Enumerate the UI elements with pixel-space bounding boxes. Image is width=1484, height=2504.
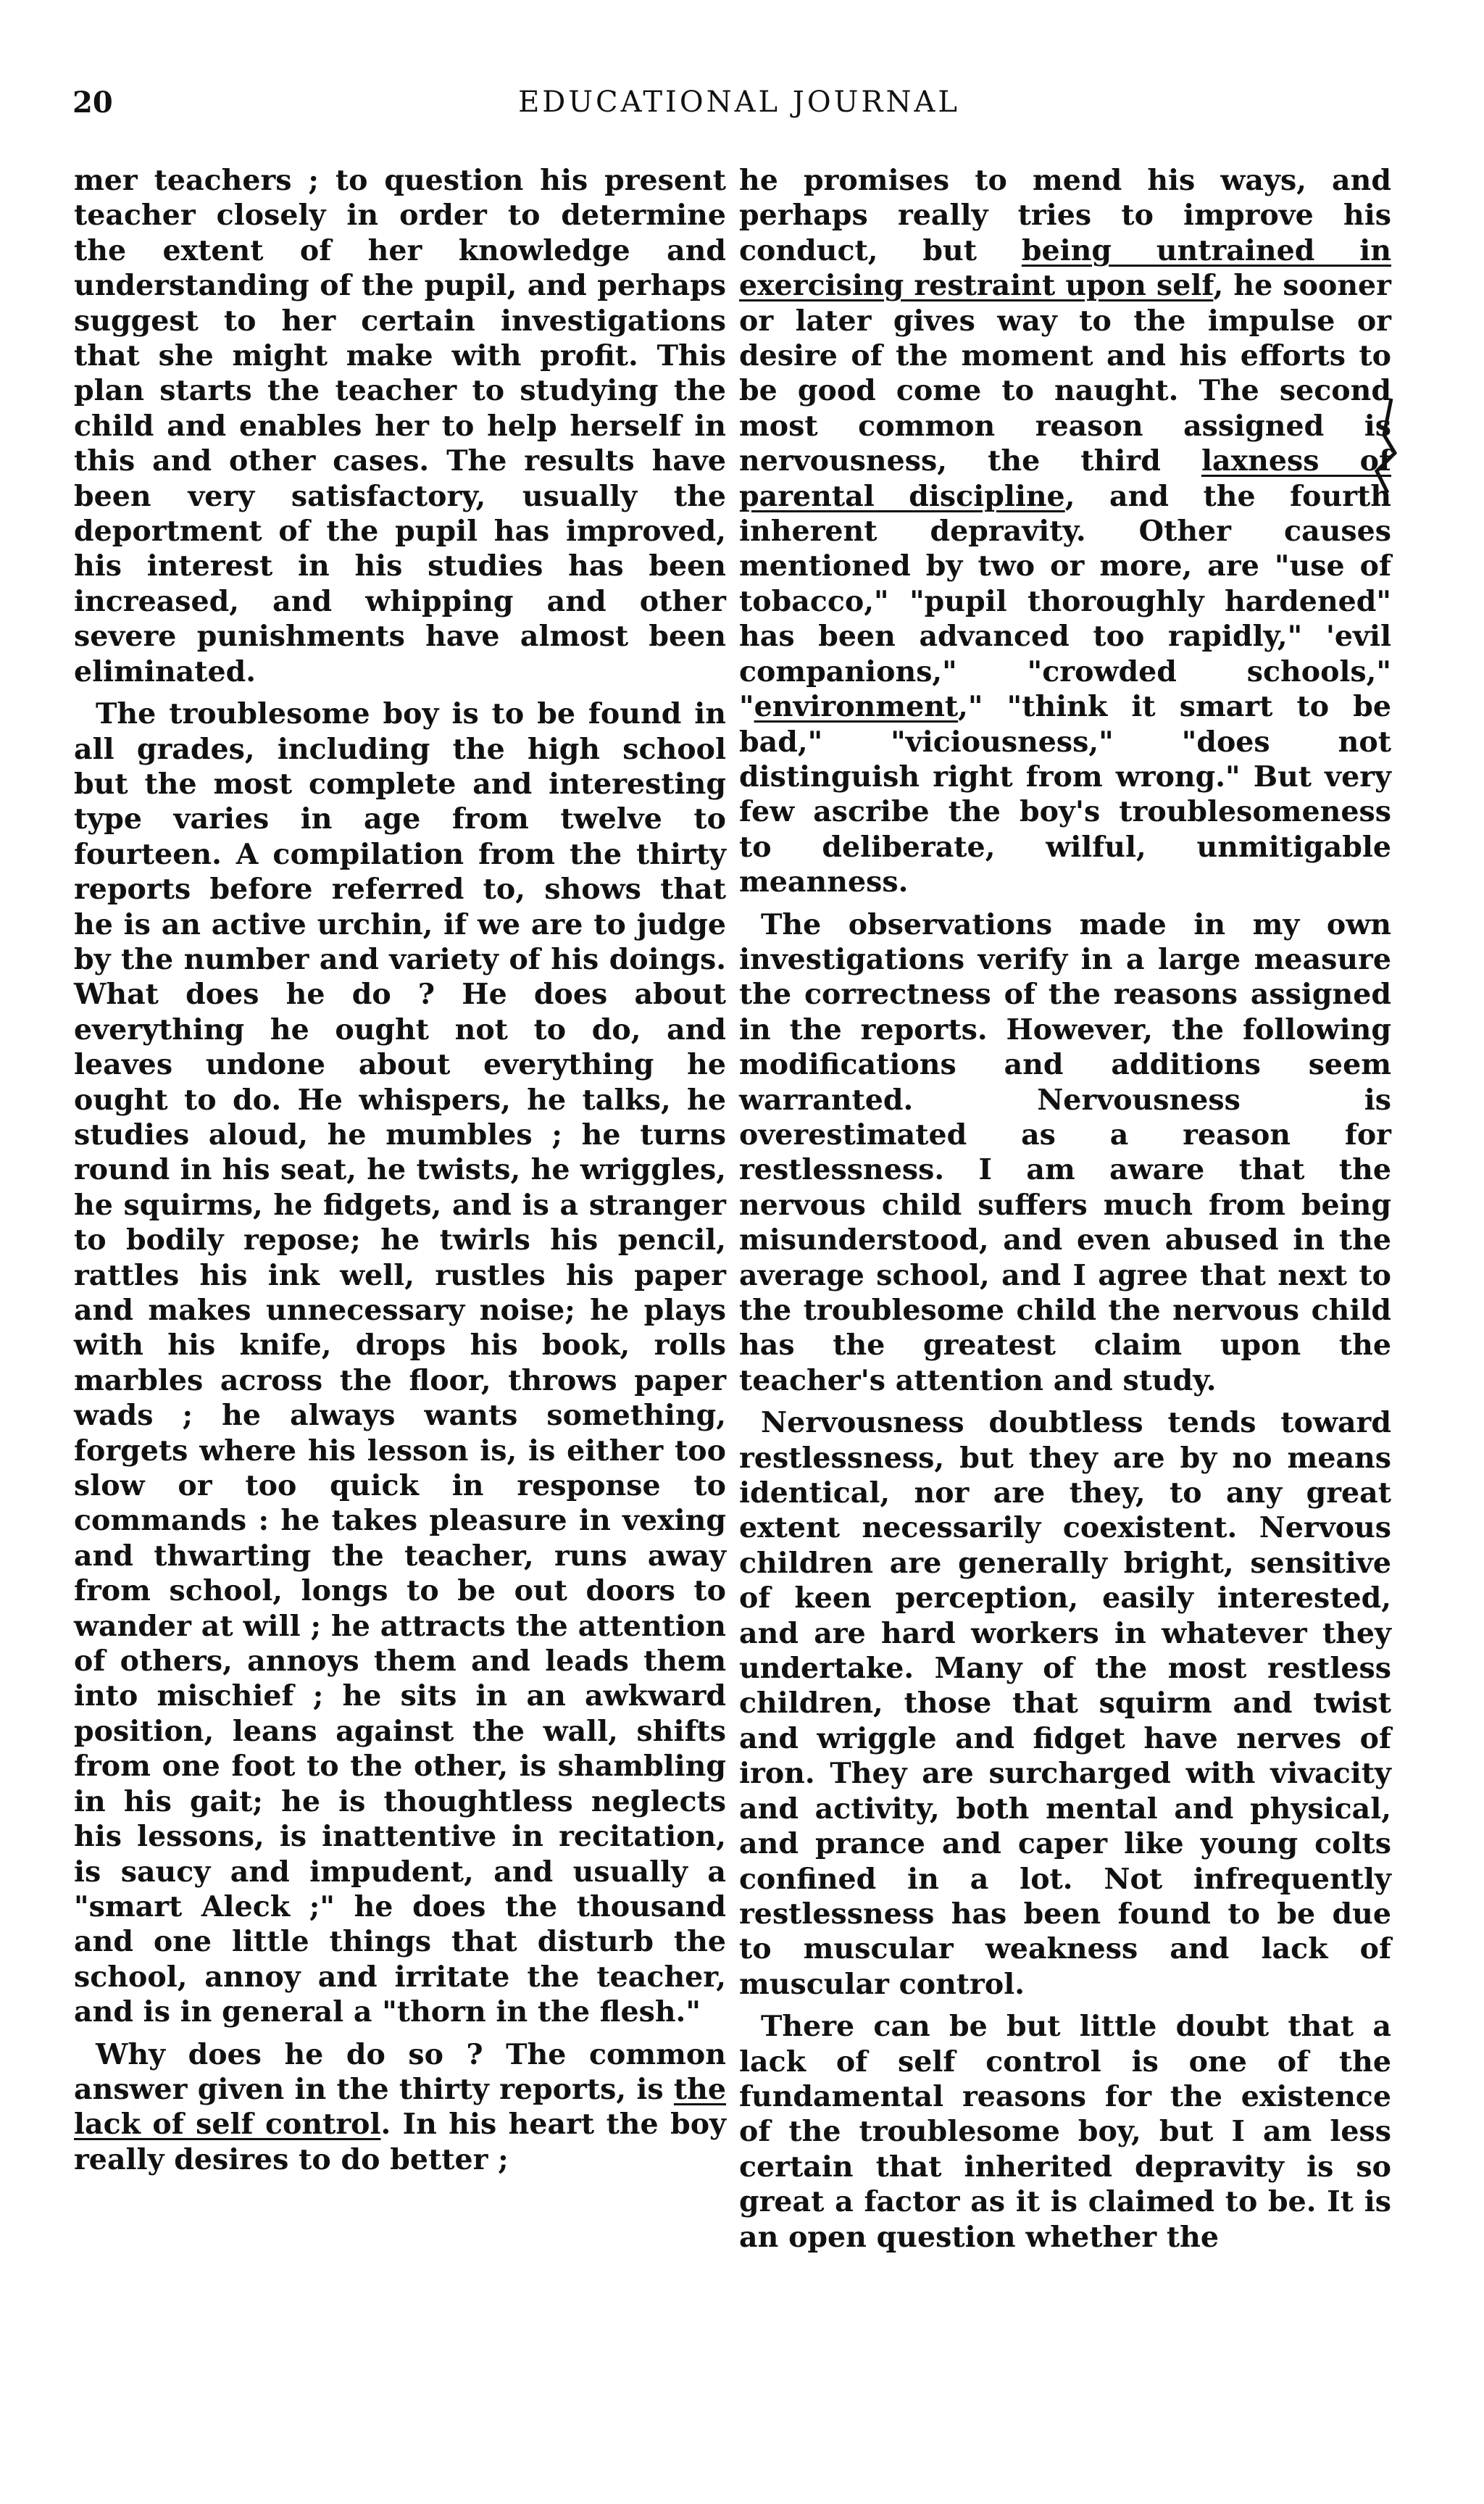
page-number: 20 [72,86,113,120]
underlined-phrase-self-control: the lack of self control [74,2072,726,2142]
right-paragraph-3: Nervousness doubtless tends toward restlessness, but they are by no means identical, nor are they, to any great extent necessarily coexistent. Nervous children are generally bright, sensitive of keen perception, easily interested, and are hard workers in whatever they undertake. Many of the most restless children, those that squirm and twist and wriggle and fidget have nerves of iron. They are surcharged with vivacity and activity, both mental and physical, and prance and caper like young colts confined in a lot. Not infrequently restlessness has been found to be due to muscular weakness and lack of muscular control. [739,1406,1391,2001]
underlined-phrase-restraint: being untrained in exercising restraint upon self [739,233,1391,303]
left-column [74,163,726,2184]
right-paragraph-4: There can be but little doubt that a lack of self control is one of the fundamental reasons for the existence of the troublesome boy, but I am less certain that inherited depravity is so great a factor as it is claimed to be. It is an open question whether the [739,2010,1391,2254]
right-paragraph-1-text-c: , and the fourth inherent depravity. Other causes mentioned by two or more, are "use of tobacco," "pupil thoroughly hardened" has been advanced too rapidly," 'evil companions," "crowded schools," " [739,479,1391,724]
left-paragraph-3-text-b: . In his heart the boy really desires to do better ; [74,2108,726,2176]
left-paragraph-3-text-a: Why does he do so ? The common answer given in the thirty reports, is [74,2037,726,2106]
handwritten-margin-marks [1362,391,1406,507]
right-paragraph-1-text-a: he promises to mend his ways, and perhaps really tries to improve his conduct, but [739,164,1391,267]
right-paragraph-1-text-b: , he sooner or later gives way to the impulse or desire of the moment and his efforts to be good come to naught. The second most common reason assigned is nervousness, the third [739,269,1391,478]
left-paragraph-2: The troublesome boy is to be found in all grades, including the high school but the most complete and interesting type varies in age from twelve to fourteen. A compilation from the thirty reports before referred to, shows that he is an active urchin, if we are to judge by the number and variety of his doings. What does he do ? He does about everything he ought not to do, and leaves undone about everything he ought to do. He whispers, he talks, he studies aloud, he mumbles ; he turns round in his seat, he twists, he wriggles, he squirms, he fidgets, and is a stranger to bodily repose; he twirls his pencil, rattles his ink well, rustles his paper and makes unnecessary noise; he plays with his knife, drops his book, rolls marbles across the floor, throws paper wads ; he always wants something, forgets where his lesson is, is either too slow or too quick in response to commands : he takes pleasure in vexing and thwarting the teacher, runs away from school, longs to be out doors to wander at will ; he attracts the attention of others, annoys them and leads them into mischief ; he sits in an awkward position, leans against the wall, shifts from one foot to the other, is shambling in his gait; he is thoughtless neglects his lessons, is inattentive in recitation, is saucy and impudent, and usually a "smart Aleck ;" he does the thousand and one little things that disturb the school, annoy and irritate the teacher, and is in general a "thorn in the flesh." [74,697,726,2029]
right-paragraph-1 [739,163,1391,900]
journal-title: EDUCATIONAL JOURNAL [518,86,960,119]
right-column [739,163,1391,2262]
page-header [72,86,1406,136]
right-paragraph-1-text-d: ," "think it smart to be bad," "viciousness," "does not distinguish right from wrong." But very few ascribe the boy's troublesomeness to deliberate, wilful, unmitigable meanness. [739,690,1391,899]
underlined-phrase-parental-discipline: laxness of parental discipline [739,444,1391,513]
margin-bracket-mark [1377,399,1395,493]
underlined-phrase-environment: environment [754,690,959,724]
left-paragraph-1: mer teachers ; to question his present teacher closely in order to determine the extent of her knowledge and understanding of the pupil, and perhaps suggest to her certain investigations that she might make with profit. This plan starts the teacher to studying the child and enables her to help herself in this and other cases. The results have been very satisfactory, usually the deportment of the pupil has improved, his interest in his studies has been increased, and whipping and other severe punishments have almost been eliminated. [74,164,726,689]
right-paragraph-2: The observations made in my own investigations verify in a large measure the correctness of the reasons assigned in the reports. However, the following modifications and additions seem warranted. Nervousness is overestimated as a reason for restlessness. I am aware that the nervous child suffers much from being misunderstood, and even abused in the average school, and I agree that next to the troublesome child the nervous child has the greatest claim upon the teacher's attention and study. [739,907,1391,1397]
left-paragraph-3 [74,2037,726,2178]
